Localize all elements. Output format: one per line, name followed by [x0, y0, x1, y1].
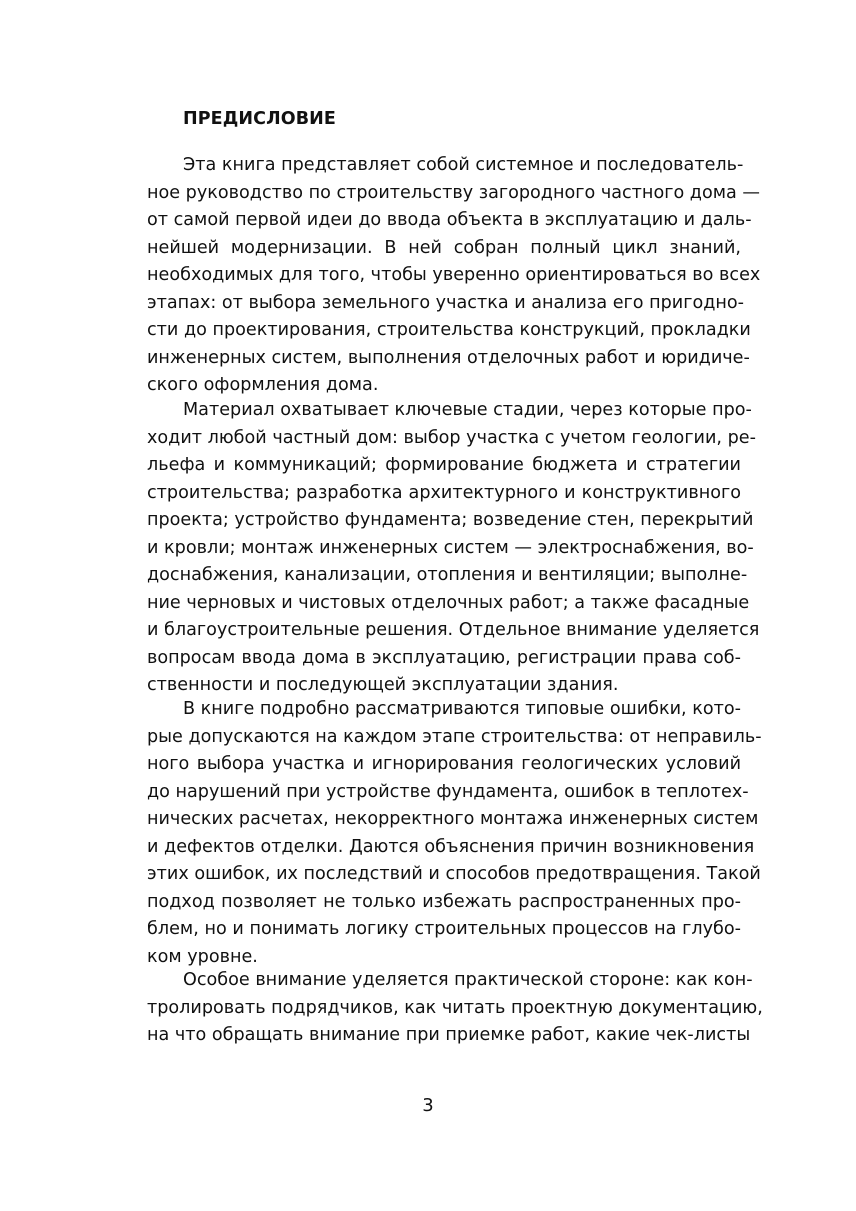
text-line: ное руководство по строительству загородного частного дома —	[147, 182, 760, 203]
text-line: и кровли; монтаж инженерных систем — электроснабжения, во-	[147, 537, 754, 558]
text-line: и дефектов отделки. Даются объяснения причин возникновения	[147, 836, 755, 857]
page-heading: ПРЕДИСЛОВИЕ	[183, 109, 336, 129]
text-line: блем, но и понимать логику строительных процессов на глубо-	[147, 919, 741, 939]
paragraph-2	[147, 397, 760, 700]
text-line: проекта; устройство фундамента; возведение стен, перекрытий	[147, 510, 754, 530]
text-line: доснабжения, канализации, отопления и вентиляции; выполне-	[147, 565, 748, 585]
text-line: этих ошибок, их последствий и способов предотвращения. Такой	[147, 864, 761, 884]
text-line: нейшей модернизации. В ней собран полный цикл знаний,	[147, 237, 741, 258]
text-line: ного выбора участка и игнорирования геологических условий	[147, 754, 741, 774]
text-line: рые допускаются на каждом этапе строительства: от неправиль-	[147, 726, 762, 747]
text-line: ние черновых и чистовых отделочных работ; а также фасадные	[147, 592, 750, 613]
text-line: этапах: от выбора земельного участка и анализа его пригодно-	[147, 292, 745, 313]
paragraph-3	[147, 696, 762, 971]
text-line: сти до проектирования, строительства конструкций, прокладки	[147, 320, 751, 340]
text-line: ственности и последующей эксплуатации здания.	[147, 675, 619, 695]
paragraph-4	[147, 967, 763, 1050]
text-line: инженерных систем, выполнения отделочных работ и юридиче-	[147, 347, 750, 368]
text-line: льефа и коммуникаций; формирование бюджета и стратегии	[147, 455, 741, 475]
text-line: и благоустроительные решения. Отдельное внимание уделяется	[147, 620, 760, 640]
text-line: Материал охватывает ключевые стадии, через которые про-	[183, 400, 752, 420]
text-line: Особое внимание уделяется практической стороне: как кон-	[183, 970, 753, 990]
text-line: от самой первой идеи до ввода объекта в эксплуатацию и даль-	[147, 210, 752, 230]
text-line: В книге подробно рассматриваются типовые ошибки, кото-	[183, 699, 741, 719]
text-line: вопросам ввода дома в эксплуатацию, регистрации права соб-	[147, 647, 741, 668]
text-line: на что обращать внимание при приемке работ, какие чек-листы	[147, 1025, 751, 1045]
text-line: тролировать подрядчиков, как читать проектную документацию,	[147, 997, 763, 1018]
page-number: 3	[422, 1095, 434, 1116]
text-line: ком уровне.	[147, 946, 258, 967]
text-line: строительства; разработка архитектурного и конструктивного	[147, 482, 741, 503]
text-line: Эта книга представляет собой системное и последователь-	[183, 155, 744, 175]
paragraph-1	[147, 152, 761, 400]
text-line: до нарушений при устройстве фундамента, ошибок в теплотех-	[147, 781, 749, 802]
text-line: нических расчетах, некорректного монтажа инженерных систем	[147, 809, 759, 829]
text-line: необходимых для того, чтобы уверенно ориентироваться во всех	[147, 265, 761, 285]
text-line: подход позволяет не только избежать распространенных про-	[147, 891, 741, 912]
text-line: ского оформления дома.	[147, 375, 379, 395]
text-line: ходит любой частный дом: выбор участка с учетом геологии, ре-	[147, 427, 756, 448]
